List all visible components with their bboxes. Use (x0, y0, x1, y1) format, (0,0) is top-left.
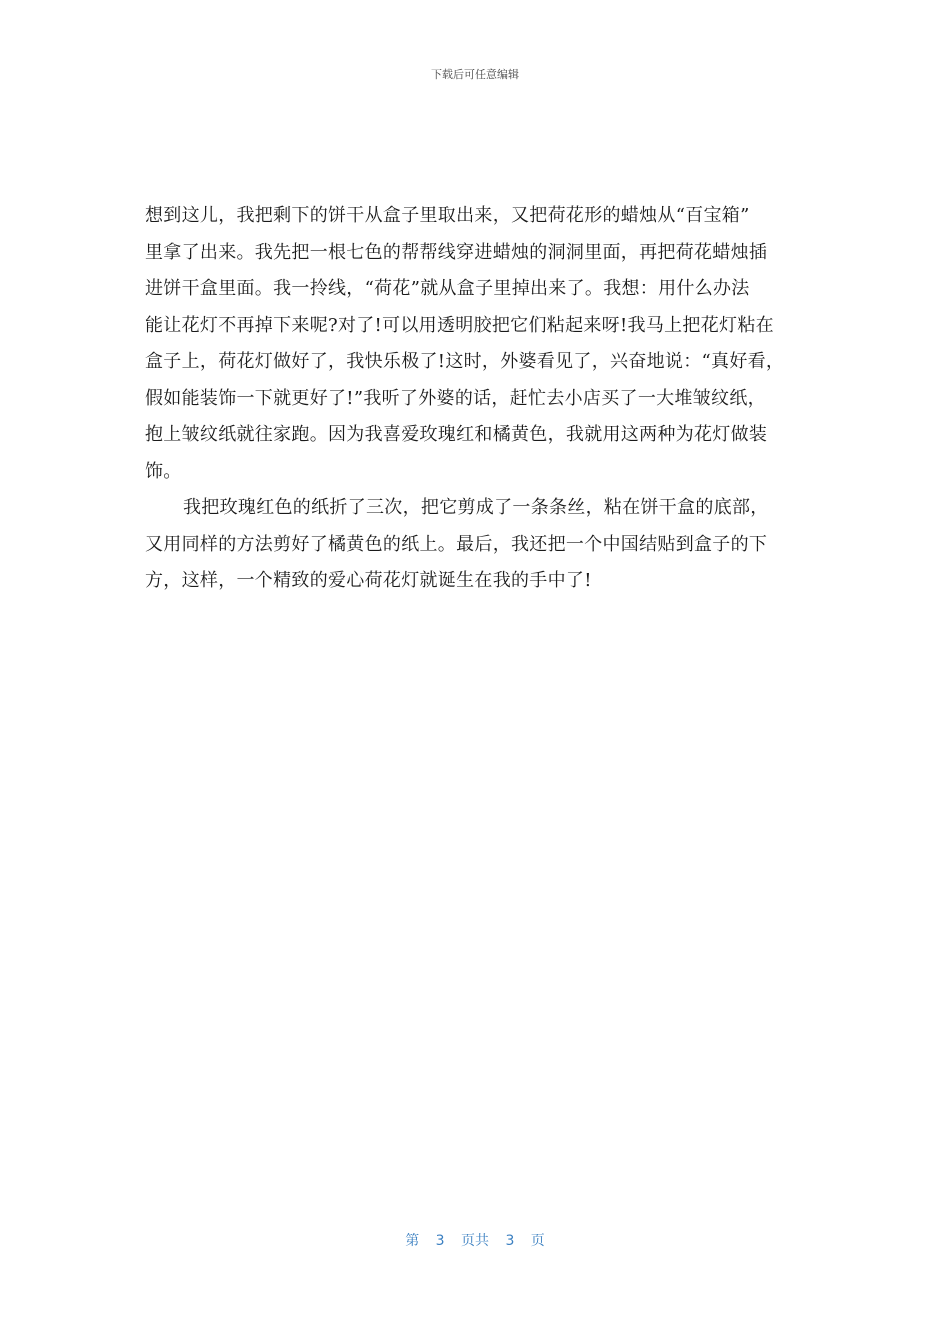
document-body (145, 198, 825, 600)
page-header: 下载后可任意编辑 (431, 68, 519, 81)
paragraph-1-line-7: 抱上皱纹纸就往家跑。因为我喜爱玫瑰红和橘黄色，我就用这两种为花灯做装 (145, 424, 768, 445)
paragraph-1-line-2: 里拿了出来。我先把一根七色的帮帮线穿进蜡烛的洞洞里面，再把荷花蜡烛插 (145, 241, 768, 263)
paragraph-2-line-2: 又用同样的方法剪好了橘黄色的纸上。最后，我还把一个中国结贴到盒子的下 (145, 533, 768, 555)
paragraph-2-line-3: 方，这样，一个精致的爱心荷花灯就诞生在我的手中了! (145, 570, 592, 591)
paragraph-1-line-8: 饰。 (145, 460, 182, 482)
paragraph-1-line-3: 进饼干盒里面。我一拎线，“荷花”就从盒子里掉出来了。我想：用什么办法 (145, 278, 750, 299)
paragraph-1-line-5: 盒子上，荷花灯做好了，我快乐极了!这时，外婆看见了，兴奋地说：“真好看， (145, 351, 785, 372)
page-number-footer: 第 3 页共 3 页 (405, 1233, 545, 1249)
paragraph-2-line-1: 我把玫瑰红色的纸折了三次，把它剪成了一条条丝，粘在饼干盒的底部， (183, 497, 769, 518)
paragraph-1-line-6: 假如能装饰一下就更好了!”我听了外婆的话，赶忙去小店买了一大堆皱纹纸， (145, 387, 766, 409)
paragraph-1-line-1: 想到这儿，我把剩下的饼干从盒子里取出来，又把荷花形的蜡烛从“百宝箱” (145, 205, 750, 226)
paragraph-1-line-4: 能让花灯不再掉下来呢?对了!可以用透明胶把它们粘起来呀!我马上把花灯粘在 (145, 314, 774, 336)
